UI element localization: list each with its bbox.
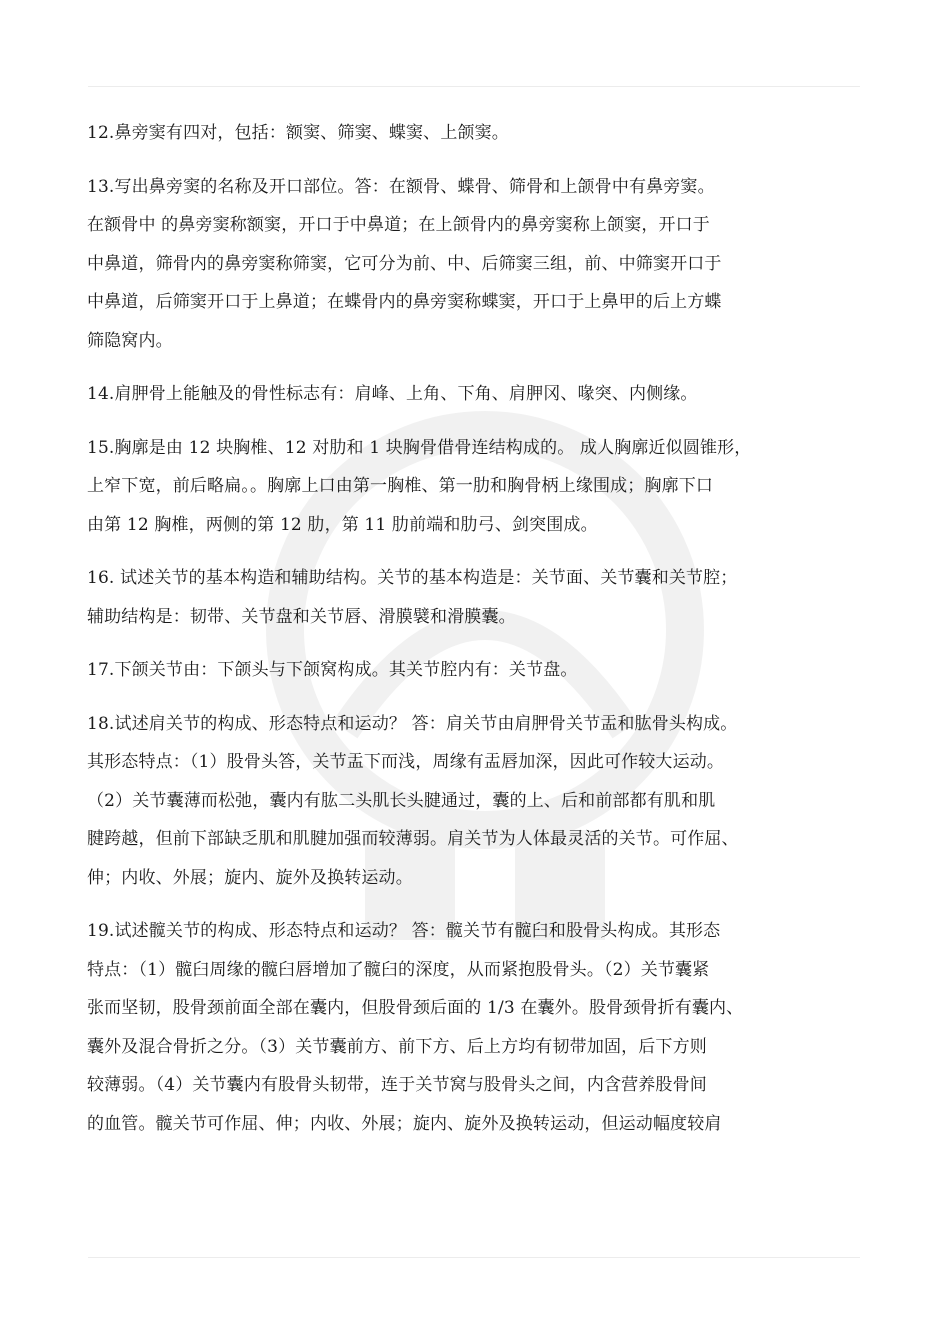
text-line: 囊外及混合骨折之分。（3）关节囊前方、前下方、后上方均有韧带加固，后下方则 <box>87 1036 707 1057</box>
text-line: 中鼻道，后筛窦开口于上鼻道；在蝶骨内的鼻旁窦称蝶窦，开口于上鼻甲的后上方蝶 <box>87 292 722 312</box>
text-line: 14.肩胛骨上能触及的骨性标志有：肩峰、上角、下角、肩胛冈、喙突、内侧缘。 <box>87 384 698 404</box>
paragraph-5 <box>87 559 867 636</box>
text-line: 腱跨越，但前下部缺乏肌和肌腱加强而较薄弱。肩关节为人体最灵活的关节。可作屈、 <box>87 829 739 849</box>
paragraph-gap <box>87 360 867 375</box>
text-line: 辅助结构是：韧带、关节盘和关节唇、滑膜襞和滑膜囊。 <box>87 606 516 627</box>
text-line: 中鼻道，筛骨内的鼻旁窦称筛窦，它可分为前、中、后筛窦三组，前、中筛窦开口于 <box>87 253 722 274</box>
text-line: 16. 试述关节的基本构造和辅助结构。关节的基本构造是：关节面、关节囊和关节腔； <box>87 568 738 588</box>
paragraph-gap <box>87 544 867 559</box>
text-line: 18.试述肩关节的构成、形态特点和运动？ 答：肩关节由肩胛骨关节盂和肱骨头构成。 <box>87 713 738 734</box>
paragraph-gap <box>87 153 867 168</box>
text-line: 上窄下宽，前后略扁。。胸廓上口由第一胸椎、第一肋和胸骨柄上缘围成；胸廓下口 <box>87 476 714 496</box>
text-line: 12.鼻旁窦有四对，包括：额窦、筛窦、蝶窦、上颌窦。 <box>87 123 509 143</box>
paragraph-4 <box>87 429 867 545</box>
text-line: 伸；内收、外展；旋内、旋外及换转运动。 <box>87 867 413 888</box>
text-line: 在额骨中 的鼻旁窦称额窦，开口于中鼻道；在上颌骨内的鼻旁窦称上颌窦，开口于 <box>87 215 710 235</box>
paragraph-1 <box>87 114 867 153</box>
paragraph-6 <box>87 651 867 690</box>
paragraph-3 <box>87 375 867 414</box>
text-line: 较薄弱。（4）关节囊内有股骨头韧带，连于关节窝与股骨头之间，内含营养股骨间 <box>87 1075 707 1095</box>
text-line: （2）关节囊薄而松弛，囊内有肱二头肌长头腱通过，囊的上、后和前部都有肌和肌 <box>87 790 716 811</box>
paragraph-7 <box>87 705 867 898</box>
text-line: 的血管。髋关节可作屈、伸；内收、外展；旋内、旋外及换转运动，但运动幅度较肩 <box>87 1113 722 1134</box>
text-line: 张而坚韧，股骨颈前面全部在囊内，但股骨颈后面的 1/3 在囊外。股骨颈骨折有囊内、 <box>87 998 744 1018</box>
paragraph-gap <box>87 636 867 651</box>
text-line: 13.写出鼻旁窦的名称及开口部位。答：在额骨、蝶骨、筛骨和上颌骨中有鼻旁窦。 <box>87 176 715 197</box>
text-line: 15.胸廓是由 12 块胸椎、12 对肋和 1 块胸骨借骨连结构成的。 成人胸廓近似圆锥形， <box>87 437 752 458</box>
document-body <box>87 114 867 1143</box>
paragraph-gap <box>87 897 867 912</box>
paragraph-2 <box>87 168 867 361</box>
footer-divider <box>88 1257 860 1258</box>
text-line: 特点：（1）髋臼周缘的髋臼唇增加了髋臼的深度，从而紧抱股骨头。（2）关节囊紧 <box>87 959 710 980</box>
paragraph-gap <box>87 690 867 705</box>
text-line: 17.下颌关节由：下颌头与下颌窝构成。其关节腔内有：关节盘。 <box>87 660 578 680</box>
text-line: 筛隐窝内。 <box>87 330 173 351</box>
text-line: 由第 12 胸椎，两侧的第 12 肋，第 11 肋前端和肋弓、剑突围成。 <box>87 514 598 535</box>
paragraph-gap <box>87 414 867 429</box>
paragraph-8 <box>87 912 867 1143</box>
header-divider <box>88 86 860 87</box>
text-line: 其形态特点：（1）股骨头答，关节盂下而浅，周缘有盂唇加深，因此可作较大运动。 <box>87 752 725 772</box>
text-line: 19.试述髋关节的构成、形态特点和运动？ 答：髋关节有髋臼和股骨头构成。其形态 <box>87 921 721 941</box>
